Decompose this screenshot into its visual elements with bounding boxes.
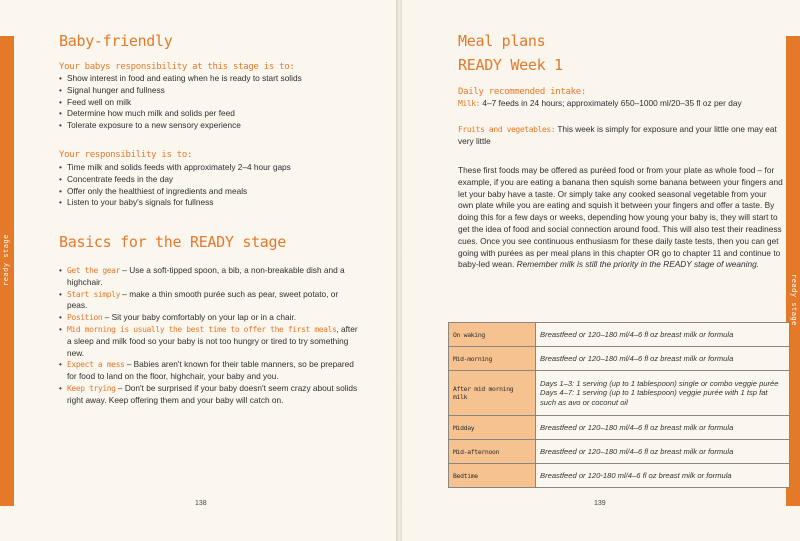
week-heading: READY Week 1 <box>458 56 563 74</box>
page-number-left: 138 <box>195 500 207 507</box>
list-item <box>59 265 359 289</box>
meal-desc-cell: Breastfeed or 120-180 ml/4–6 fl oz breast milk or formula <box>536 464 790 488</box>
list-item: • Determine how much milk and solids per feed <box>59 108 379 120</box>
list-item <box>59 383 359 407</box>
list-item <box>59 359 359 383</box>
left-side-tab <box>0 36 14 506</box>
meal-desc-cell <box>536 371 790 416</box>
table-row <box>449 416 790 440</box>
basics-keyword: Keep trying <box>67 383 116 393</box>
meal-time-cell: Midday <box>449 416 536 440</box>
baby-friendly-heading: Baby-friendly <box>59 32 173 50</box>
basics-heading: Basics for the READY stage <box>59 233 287 251</box>
list-item: • Time milk and solids feeds with approximately 2–4 hour gaps <box>59 162 379 174</box>
meal-time-cell: On waking <box>449 323 536 347</box>
basics-keyword: Position <box>67 313 103 323</box>
milk-label: Milk: <box>458 99 481 108</box>
right-tab-label: ready stage <box>790 274 798 326</box>
list-item <box>59 324 359 359</box>
baby-responsibility-list <box>59 73 379 132</box>
meal-time-cell: Mid-afternoon <box>449 440 536 464</box>
basics-keyword: Start simply <box>67 289 120 299</box>
left-page <box>0 0 398 541</box>
meal-desc-cell: Breastfeed or 120–180 ml/4–6 fl oz breast milk or formula <box>536 416 790 440</box>
milk-paragraph <box>458 98 788 110</box>
fruits-veg-text: This week is simply for exposure and your little one may eat very little <box>458 124 777 146</box>
list-item: • Listen to your baby's signals for fullness <box>59 197 379 209</box>
your-responsibility-list <box>59 162 379 209</box>
basics-keyword: Expect a mess <box>67 360 125 370</box>
list-item: • Offer only the healthiest of ingredients and meals <box>59 186 379 198</box>
meal-desc-line: Days 1–3: 1 serving (up to 1 tablespoon) single or combo veggie purée <box>540 378 779 388</box>
table-row <box>449 323 790 347</box>
list-item: • Show interest in food and eating when he is ready to start solids <box>59 73 379 85</box>
meal-plan-table <box>448 322 790 488</box>
basics-text: – make a thin smooth purée such as pear, sweet potato, or peas. <box>67 288 339 311</box>
table-row <box>449 347 790 371</box>
milk-text: 4–7 feeds in 24 hours; approximately 650–1000 ml/20–35 fl oz per day <box>480 98 742 108</box>
meal-desc-cell: Breastfeed or 120–180 ml/4–6 fl oz breast milk or formula <box>536 347 790 371</box>
meal-time-cell: Mid-morning <box>449 347 536 371</box>
left-tab-label: ready stage <box>2 234 10 286</box>
basics-keyword: Get the gear <box>67 266 120 275</box>
meal-time-cell: After mid morning milk <box>449 371 536 416</box>
basics-text: – Sit your baby comfortably on your lap or in a chair. <box>102 312 297 323</box>
meal-desc-cell: Breastfeed or 120–180 ml/4–6 fl oz breast milk or formula <box>536 323 790 347</box>
list-item: • Feed well on milk <box>59 97 379 109</box>
table-row <box>449 371 790 416</box>
list-item <box>59 312 359 324</box>
meal-desc-line: Days 4–7: 1 serving (up to 1 tablespoon) veggie purée with 1 tsp fat such as avo or coconut oil <box>540 388 768 407</box>
body-italic-text: Remember milk is still the priority in the READY stage of weaning. <box>514 259 759 270</box>
basics-text: , after a sleep and milk food so your baby is not too hungry or tired to try something new. <box>67 323 358 358</box>
page-number-right: 139 <box>594 500 606 507</box>
fruits-veg-paragraph <box>458 124 788 148</box>
table-row <box>449 464 790 488</box>
list-item: • Concentrate feeds in the day <box>59 174 379 186</box>
meal-desc-cell: Breastfeed or 120–180 ml/4–6 fl oz breast milk or formula <box>536 440 790 464</box>
list-item: • Tolerate exposure to a new sensory experience <box>59 120 379 132</box>
basics-text: – Don't be surprised if your baby doesn't seem crazy about solids right away. Keep offering them and your baby will catch on. <box>67 382 358 405</box>
basics-text: – Babies aren't known for their table manners, so be prepared for food to land on the floor, highchair, your baby and you. <box>67 359 354 382</box>
table-row <box>449 440 790 464</box>
body-text: These first foods may be offered as puréed food or from your plate as whole food – for example, if you are eating a banana then squish some banana between your fingers and let your baby have a taste. Or simply take any cooked seasonal vegetable from your own plate while you are eating and squish it between your fingers and offer a taste. By doing this for a few days or weeks, depending how young your baby is, they will start to get the idea of food and social connection around food. This will also test their readiness cues. Once you see continuous enthusiasm for these daily taste tests, then you can get going with purées as per meal plans in this chapter OR go to chapter 11 and continue to baby-led wean. <box>458 165 783 270</box>
basics-text: – Use a soft-tipped spoon, a bib, a non-breakable dish and a highchair. <box>67 265 345 287</box>
meal-plans-heading: Meal plans <box>458 32 546 50</box>
fruits-veg-label: Fruits and vegetables: <box>458 125 556 134</box>
meal-time-cell: Bedtime <box>449 464 536 488</box>
intake-heading: Daily recommended intake: <box>458 87 586 97</box>
baby-responsibility-heading: Your babys responsibility at this stage is to: <box>59 62 295 72</box>
list-item <box>59 289 359 313</box>
body-paragraph <box>458 165 784 271</box>
your-responsibility-heading: Your responsibility is to: <box>59 150 193 160</box>
basics-list <box>59 265 359 407</box>
basics-keyword: Mid morning is usually the best time to offer the first meals <box>67 324 337 334</box>
list-item: • Signal hunger and fullness <box>59 85 379 97</box>
